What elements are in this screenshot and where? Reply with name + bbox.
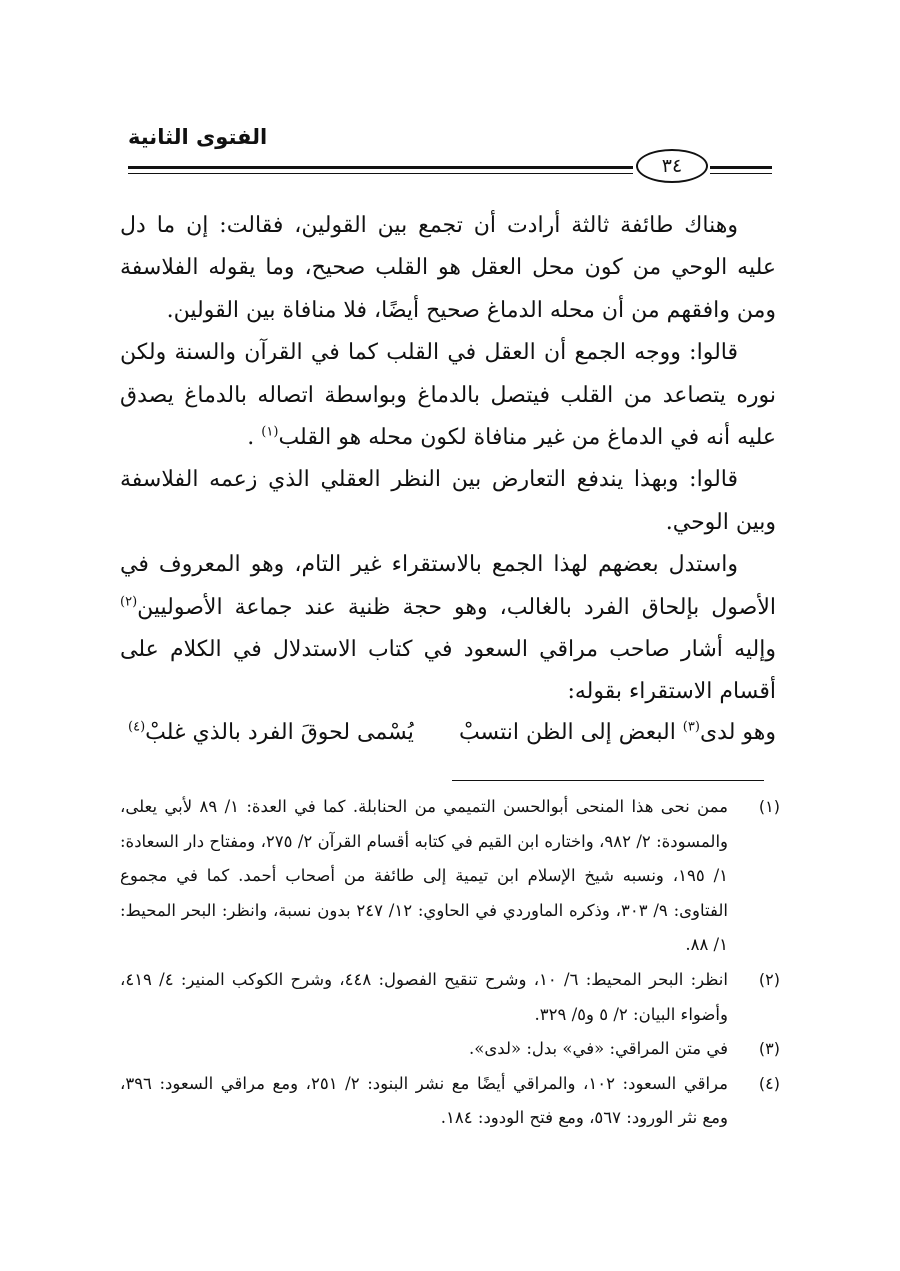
- poem-verse: [120, 712, 776, 754]
- main-text: [120, 205, 776, 714]
- header-rule-thick-right: [710, 166, 772, 169]
- footnote-ref-3[interactable]: (٣): [682, 719, 700, 735]
- paragraph-3: قالوا: وبهذا يندفع التعارض بين النظر العقلي الذي زعمه الفلاسفة وبين الوحي.: [120, 467, 776, 535]
- footnotes: [120, 790, 780, 1136]
- footnote-number: (٢): [758, 969, 780, 989]
- footnote-ref-4[interactable]: (٤): [128, 719, 146, 735]
- header-rule-thin-left: [128, 173, 633, 174]
- paragraph-4-text-a: واستدل بعضهم لهذا الجمع بالاستقراء غير التام، وهو المعروف في الأصول بإلحاق الفرد بالغالب، وهو حجة ظنية عند جماعة الأصوليين: [120, 552, 776, 620]
- verse-first-hemistich: [459, 712, 776, 754]
- paragraph-1: وهناك طائفة ثالثة أرادت أن تجمع بين القولين، فقالت: إن ما دل عليه الوحي من كون محل العقل هو القلب صحيح، وما يقوله الفلاسفة ومن وافقهم من أن محله الدماغ صحيح أيضًا، فلا منافاة بين القولين.: [120, 213, 776, 323]
- paragraph-4-text-b: وإليه أشار صاحب مراقي السعود في كتاب الاستدلال في الكلام على أقسام الاستقراء بقوله:: [120, 637, 776, 705]
- footnote-ref-2[interactable]: (٢): [120, 594, 138, 610]
- verse-hemi1-start: وهو لدى: [699, 720, 776, 745]
- page-number: ٣٤: [636, 149, 708, 183]
- footnote-item: [120, 790, 780, 963]
- verse-hemi1-end: البعض إلى الظن انتسبْ: [458, 720, 683, 745]
- paragraph-4: [120, 544, 776, 714]
- footnote-text: ممن نحى هذا المنحى أبوالحسن التميمي من الحنابلة. كما في العدة: ١/ ٨٩ لأبي يعلى، والمسودة: ٢/ ٩٨٢، واختاره ابن القيم في كتابه أقسام القرآن ٢/ ٢٧٥، ومفتاح دار السعادة: ١/ ١٩٥، ونسبه شيخ الإسلام ابن تيمية إلى طائفة من أصحاب أحمد. كما في مجموع الفتاوى: ٩/ ٣٠٣، وذكره الماوردي في الحاوي: ١٢/ ٢٤٧ بدون نسبة، وانظر: البحر المحيط: ١/ ٨٨.: [120, 797, 729, 955]
- footnote-text: مراقي السعود: ١٠٢، والمراقي أيضًا مع نشر البنود: ٢/ ٢٥١، ومع مراقي السعود: ٣٩٦، ومع نثر الورود: ٥٦٧، ومع فتح الودود: ١٨٤.: [120, 1073, 728, 1128]
- paragraph-2: [120, 332, 776, 459]
- verse-hemi2-text: يُسْمى لحوقَ الفرد بالذي غلبْ: [145, 720, 414, 745]
- footnote-text: انظر: البحر المحيط: ٦/ ١٠، وشرح تنقيح الفصول: ٤٤٨، وشرح الكوكب المنير: ٤/ ٤١٩، وأضواء البيان: ٢/ ٥ و٥/ ٣٢٩.: [120, 969, 728, 1024]
- header-rule-thin-right: [710, 173, 772, 174]
- footnote-separator: [452, 780, 764, 781]
- footnote-item: [120, 1067, 780, 1136]
- paragraph-2-end: .: [247, 425, 255, 451]
- footnote-ref-1[interactable]: (١): [261, 424, 279, 440]
- footnote-item: [120, 1032, 780, 1067]
- footnote-number: (٤): [758, 1073, 780, 1093]
- footnote-number: (٣): [758, 1039, 780, 1059]
- verse-second-hemistich: [128, 712, 414, 754]
- footnote-text: في متن المراقي: «في» بدل: «لدى».: [469, 1039, 728, 1059]
- header-rule-thick-left: [128, 166, 633, 169]
- footnote-item: [120, 963, 780, 1032]
- footnote-number: (١): [758, 797, 780, 816]
- paragraph-2-text: قالوا: ووجه الجمع أن العقل في القلب كما في القرآن والسنة ولكن نوره يتصاعد من القلب فيتصل بالدماغ وبواسطة اتصاله بالدماغ يصدق عليه أنه في الدماغ من غير منافاة لكون محله هو القلب: [120, 340, 776, 451]
- running-header-title: الفتوى الثانية: [128, 125, 268, 149]
